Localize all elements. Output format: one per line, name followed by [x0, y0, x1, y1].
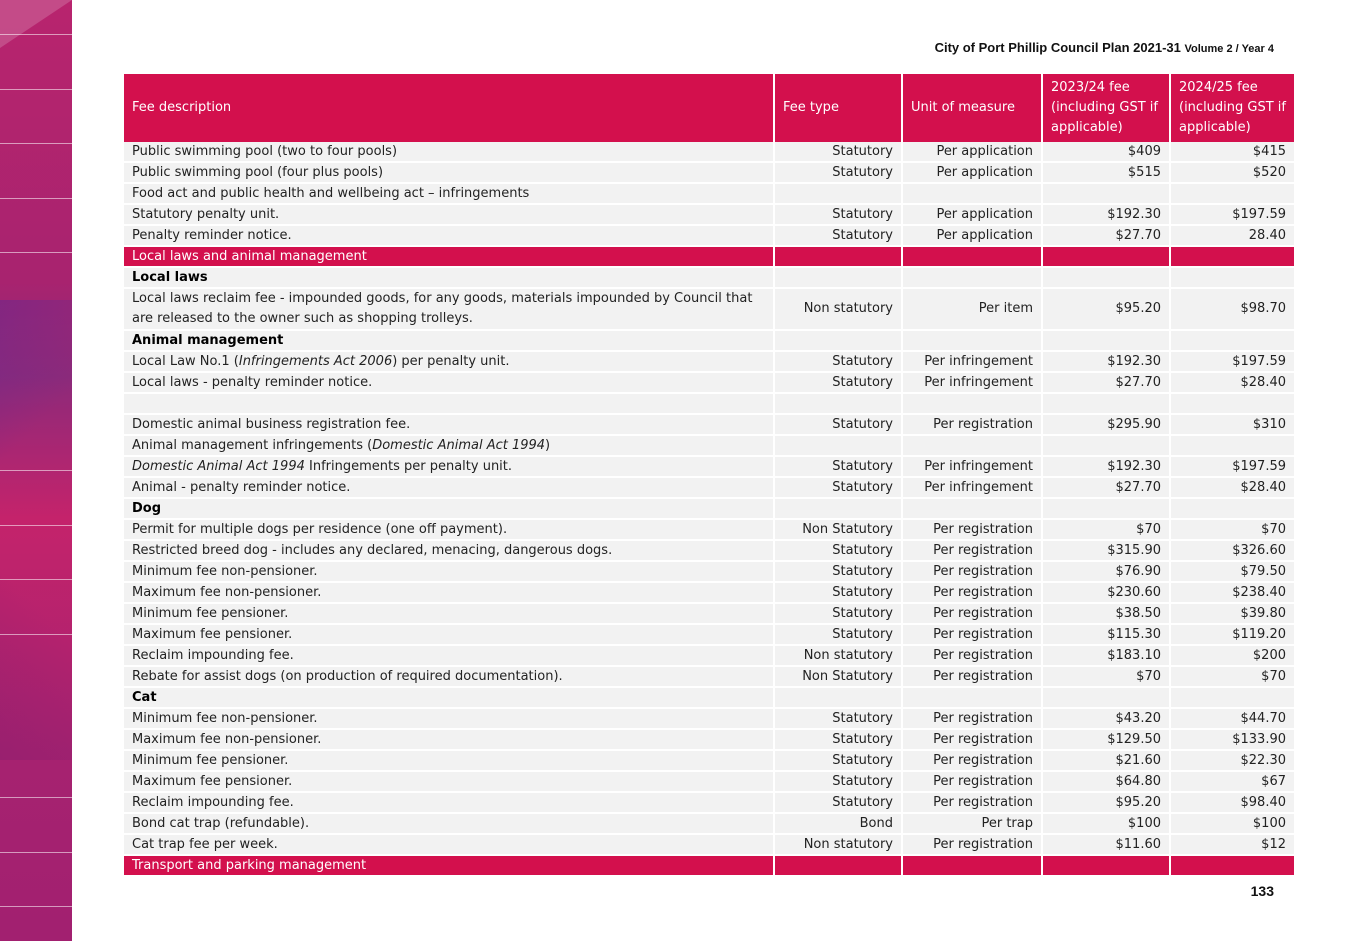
fee-type: Statutory	[774, 624, 902, 645]
fee-2023-24: $192.30	[1042, 351, 1170, 372]
fee-type: Non Statutory	[774, 666, 902, 687]
fee-description: Permit for multiple dogs per residence (one off payment).	[124, 519, 774, 540]
table-row	[124, 561, 1294, 582]
fee-2023-24	[1042, 183, 1170, 204]
subheading-row	[124, 498, 1294, 519]
unit-of-measure: Per registration	[902, 729, 1042, 750]
fee-2023-24: $295.90	[1042, 414, 1170, 435]
empty-cell	[774, 246, 902, 267]
fee-description: Rebate for assist dogs (on production of required documentation).	[124, 666, 774, 687]
table-row	[124, 729, 1294, 750]
table-row	[124, 666, 1294, 687]
fee-type: Statutory	[774, 708, 902, 729]
fee-description: Animal - penalty reminder notice.	[124, 477, 774, 498]
table-row	[124, 225, 1294, 246]
fee-2023-24: $27.70	[1042, 372, 1170, 393]
act-title: Domestic Animal Act 1994	[132, 459, 305, 474]
fee-2023-24	[1042, 435, 1170, 456]
table-row	[124, 519, 1294, 540]
act-title: Domestic Animal Act 1994	[372, 438, 546, 453]
unit-of-measure: Per application	[902, 142, 1042, 162]
unit-of-measure	[902, 435, 1042, 456]
table-row	[124, 456, 1294, 477]
unit-of-measure: Per application	[902, 204, 1042, 225]
unit-of-measure: Per registration	[902, 624, 1042, 645]
unit-of-measure: Per registration	[902, 645, 1042, 666]
empty-cell	[1042, 330, 1170, 351]
sidebar-divider	[0, 470, 72, 471]
fee-description: Public swimming pool (two to four pools)	[124, 142, 774, 162]
column-header: Fee type	[774, 74, 902, 142]
fee-description: Maximum fee pensioner.	[124, 771, 774, 792]
section-header-row	[124, 855, 1294, 876]
empty-cell	[774, 687, 902, 708]
table-row	[124, 771, 1294, 792]
empty-cell	[774, 855, 902, 876]
sidebar-divider	[0, 143, 72, 144]
column-header: Fee description	[124, 74, 774, 142]
fee-description: Public swimming pool (four plus pools)	[124, 162, 774, 183]
fee-type: Non statutory	[774, 645, 902, 666]
unit-of-measure: Per infringement	[902, 372, 1042, 393]
fee-description: Maximum fee non-pensioner.	[124, 729, 774, 750]
fee-2023-24: $70	[1042, 666, 1170, 687]
table-row	[124, 750, 1294, 771]
fee-2023-24: $27.70	[1042, 225, 1170, 246]
fee-2024-25: $67	[1170, 771, 1294, 792]
decorative-sidebar	[0, 0, 72, 941]
fee-description	[124, 351, 774, 372]
fee-description: Minimum fee non-pensioner.	[124, 561, 774, 582]
fee-2024-25: $310	[1170, 414, 1294, 435]
fee-2024-25: $415	[1170, 142, 1294, 162]
unit-of-measure: Per registration	[902, 771, 1042, 792]
fee-type: Statutory	[774, 225, 902, 246]
fee-type: Statutory	[774, 792, 902, 813]
fee-2024-25	[1170, 183, 1294, 204]
empty-cell	[774, 498, 902, 519]
table-row	[124, 414, 1294, 435]
page-number: 133	[1250, 883, 1274, 899]
table-body	[124, 142, 1294, 876]
unit-of-measure: Per infringement	[902, 456, 1042, 477]
fee-2023-24: $76.90	[1042, 561, 1170, 582]
fee-2023-24: $64.80	[1042, 771, 1170, 792]
sidebar-divider	[0, 89, 72, 90]
fee-2024-25: $28.40	[1170, 477, 1294, 498]
fee-2023-24: $43.20	[1042, 708, 1170, 729]
fee-2024-25: $197.59	[1170, 351, 1294, 372]
description-text: Animal management infringements (	[132, 438, 373, 453]
table-row	[124, 624, 1294, 645]
fee-2024-25: $197.59	[1170, 204, 1294, 225]
fee-2023-24: $183.10	[1042, 645, 1170, 666]
description-text: Local Law No.1 (	[132, 354, 239, 369]
fee-2023-24: $95.20	[1042, 288, 1170, 330]
unit-of-measure: Per infringement	[902, 477, 1042, 498]
fee-2023-24: $100	[1042, 813, 1170, 834]
fee-description: Cat trap fee per week.	[124, 834, 774, 855]
fee-type: Non Statutory	[774, 519, 902, 540]
act-title: Infringements Act 2006	[238, 354, 393, 369]
fee-description: Food act and public health and wellbeing act – infringements	[124, 183, 774, 204]
table-header-row	[124, 74, 1294, 142]
unit-of-measure: Per infringement	[902, 351, 1042, 372]
fee-description: Restricted breed dog - includes any declared, menacing, dangerous dogs.	[124, 540, 774, 561]
unit-of-measure: Per registration	[902, 540, 1042, 561]
unit-of-measure: Per registration	[902, 414, 1042, 435]
fee-2024-25: $200	[1170, 645, 1294, 666]
empty-cell	[1170, 330, 1294, 351]
unit-of-measure: Per registration	[902, 708, 1042, 729]
fee-2023-24: $70	[1042, 519, 1170, 540]
unit-of-measure: Per trap	[902, 813, 1042, 834]
sidebar-accent-shape	[0, 560, 72, 760]
document-header	[935, 40, 1274, 55]
fee-description: Local laws - penalty reminder notice.	[124, 372, 774, 393]
fee-description: Minimum fee pensioner.	[124, 750, 774, 771]
fee-description: Bond cat trap (refundable).	[124, 813, 774, 834]
table-row	[124, 540, 1294, 561]
fee-type: Statutory	[774, 582, 902, 603]
sidebar-divider	[0, 852, 72, 853]
fee-type: Statutory	[774, 456, 902, 477]
sidebar-divider	[0, 797, 72, 798]
empty-cell	[1042, 498, 1170, 519]
table-row	[124, 603, 1294, 624]
sidebar-accent-shape	[0, 300, 72, 460]
sidebar-divider	[0, 634, 72, 635]
fee-2023-24: $21.60	[1042, 750, 1170, 771]
sidebar-accent-shape	[0, 0, 72, 48]
empty-cell	[1042, 855, 1170, 876]
sidebar-divider	[0, 34, 72, 35]
empty-cell	[902, 393, 1042, 414]
fee-type: Statutory	[774, 142, 902, 162]
fee-2024-25: $12	[1170, 834, 1294, 855]
table-row	[124, 813, 1294, 834]
fee-2024-25	[1170, 435, 1294, 456]
unit-of-measure: Per registration	[902, 582, 1042, 603]
section-header-row	[124, 246, 1294, 267]
fee-type	[774, 435, 902, 456]
unit-of-measure: Per registration	[902, 750, 1042, 771]
fee-type: Statutory	[774, 372, 902, 393]
fee-description: Local laws reclaim fee - impounded goods, for any goods, materials impounded by Council that are released to the owner such as shopping trolleys.	[124, 288, 774, 330]
sidebar-divider	[0, 252, 72, 253]
subheading-title: Dog	[124, 498, 774, 519]
fee-2023-24: $27.70	[1042, 477, 1170, 498]
unit-of-measure: Per registration	[902, 666, 1042, 687]
empty-cell	[774, 393, 902, 414]
fee-description: Reclaim impounding fee.	[124, 792, 774, 813]
fee-2024-25: 28.40	[1170, 225, 1294, 246]
table-row	[124, 435, 1294, 456]
subheading-title: Animal management	[124, 330, 774, 351]
sidebar-divider	[0, 198, 72, 199]
empty-cell	[902, 330, 1042, 351]
blank-row	[124, 393, 1294, 414]
fee-2023-24: $192.30	[1042, 204, 1170, 225]
empty-cell	[1170, 855, 1294, 876]
unit-of-measure: Per registration	[902, 792, 1042, 813]
unit-of-measure: Per application	[902, 225, 1042, 246]
table-row	[124, 288, 1294, 330]
table-row	[124, 204, 1294, 225]
fee-description	[124, 435, 774, 456]
fee-2024-25: $238.40	[1170, 582, 1294, 603]
fee-description: Maximum fee non-pensioner.	[124, 582, 774, 603]
empty-cell	[1170, 246, 1294, 267]
table-row	[124, 792, 1294, 813]
fee-type: Non statutory	[774, 834, 902, 855]
fee-2023-24: $409	[1042, 142, 1170, 162]
section-title: Transport and parking management	[124, 855, 774, 876]
table-row	[124, 142, 1294, 162]
description-text: )	[545, 438, 551, 453]
fee-type	[774, 183, 902, 204]
fee-type: Statutory	[774, 540, 902, 561]
fee-2023-24: $38.50	[1042, 603, 1170, 624]
fee-2024-25: $44.70	[1170, 708, 1294, 729]
fee-2024-25: $98.40	[1170, 792, 1294, 813]
fee-description: Penalty reminder notice.	[124, 225, 774, 246]
fee-2024-25: $119.20	[1170, 624, 1294, 645]
fee-description: Statutory penalty unit.	[124, 204, 774, 225]
header-title: City of Port Phillip Council Plan 2021-31	[934, 40, 1181, 55]
header-volume: Volume 2 / Year 4	[1184, 43, 1274, 55]
fee-2023-24: $115.30	[1042, 624, 1170, 645]
fee-2023-24: $11.60	[1042, 834, 1170, 855]
table-row	[124, 372, 1294, 393]
fee-2024-25: $28.40	[1170, 372, 1294, 393]
fee-2024-25: $100	[1170, 813, 1294, 834]
fee-2023-24: $315.90	[1042, 540, 1170, 561]
empty-cell	[1042, 246, 1170, 267]
fee-type: Statutory	[774, 351, 902, 372]
sidebar-divider	[0, 906, 72, 907]
fee-type: Statutory	[774, 729, 902, 750]
fee-2024-25: $133.90	[1170, 729, 1294, 750]
empty-cell	[902, 267, 1042, 288]
empty-cell	[124, 393, 774, 414]
unit-of-measure: Per registration	[902, 519, 1042, 540]
fee-description: Minimum fee non-pensioner.	[124, 708, 774, 729]
fee-2024-25: $197.59	[1170, 456, 1294, 477]
fee-2024-25: $79.50	[1170, 561, 1294, 582]
table-row	[124, 834, 1294, 855]
fee-type: Statutory	[774, 603, 902, 624]
empty-cell	[902, 855, 1042, 876]
empty-cell	[902, 246, 1042, 267]
fee-2024-25: $326.60	[1170, 540, 1294, 561]
fee-2024-25: $520	[1170, 162, 1294, 183]
table-row	[124, 183, 1294, 204]
table-row	[124, 582, 1294, 603]
empty-cell	[1170, 498, 1294, 519]
description-text: Infringements per penalty unit.	[304, 459, 513, 474]
subheading-title: Cat	[124, 687, 774, 708]
table-row	[124, 477, 1294, 498]
table-row	[124, 351, 1294, 372]
unit-of-measure: Per registration	[902, 561, 1042, 582]
empty-cell	[1042, 687, 1170, 708]
column-header: 2023/24 fee (including GST if applicable)	[1042, 74, 1170, 142]
unit-of-measure: Per application	[902, 162, 1042, 183]
fee-type: Statutory	[774, 561, 902, 582]
subheading-title: Local laws	[124, 267, 774, 288]
fee-2023-24: $129.50	[1042, 729, 1170, 750]
fee-2024-25: $98.70	[1170, 288, 1294, 330]
fee-type: Statutory	[774, 477, 902, 498]
fee-description: Reclaim impounding fee.	[124, 645, 774, 666]
fee-type: Statutory	[774, 414, 902, 435]
fee-type: Statutory	[774, 750, 902, 771]
subheading-row	[124, 330, 1294, 351]
fee-2024-25: $22.30	[1170, 750, 1294, 771]
fee-2024-25: $39.80	[1170, 603, 1294, 624]
empty-cell	[1170, 687, 1294, 708]
fee-2024-25: $70	[1170, 666, 1294, 687]
column-header: 2024/25 fee (including GST if applicable)	[1170, 74, 1294, 142]
fee-description: Maximum fee pensioner.	[124, 624, 774, 645]
empty-cell	[1170, 267, 1294, 288]
fee-description: Domestic animal business registration fee.	[124, 414, 774, 435]
fee-2023-24: $515	[1042, 162, 1170, 183]
table-row	[124, 708, 1294, 729]
fee-type: Statutory	[774, 771, 902, 792]
empty-cell	[1170, 393, 1294, 414]
column-header: Unit of measure	[902, 74, 1042, 142]
unit-of-measure: Per registration	[902, 603, 1042, 624]
fee-2023-24: $192.30	[1042, 456, 1170, 477]
empty-cell	[1042, 393, 1170, 414]
sidebar-divider	[0, 525, 72, 526]
section-title: Local laws and animal management	[124, 246, 774, 267]
fee-type: Bond	[774, 813, 902, 834]
unit-of-measure	[902, 183, 1042, 204]
subheading-row	[124, 267, 1294, 288]
fee-type: Non statutory	[774, 288, 902, 330]
fee-type: Statutory	[774, 162, 902, 183]
empty-cell	[902, 687, 1042, 708]
subheading-row	[124, 687, 1294, 708]
fee-2024-25: $70	[1170, 519, 1294, 540]
sidebar-divider	[0, 579, 72, 580]
table-row	[124, 645, 1294, 666]
fee-description: Minimum fee pensioner.	[124, 603, 774, 624]
unit-of-measure: Per item	[902, 288, 1042, 330]
table-row	[124, 162, 1294, 183]
empty-cell	[1042, 267, 1170, 288]
fee-2023-24: $95.20	[1042, 792, 1170, 813]
fee-description	[124, 456, 774, 477]
unit-of-measure: Per registration	[902, 834, 1042, 855]
empty-cell	[774, 330, 902, 351]
fee-table	[124, 74, 1294, 877]
description-text: ) per penalty unit.	[392, 354, 510, 369]
empty-cell	[902, 498, 1042, 519]
fee-type: Statutory	[774, 204, 902, 225]
empty-cell	[774, 267, 902, 288]
fee-2023-24: $230.60	[1042, 582, 1170, 603]
